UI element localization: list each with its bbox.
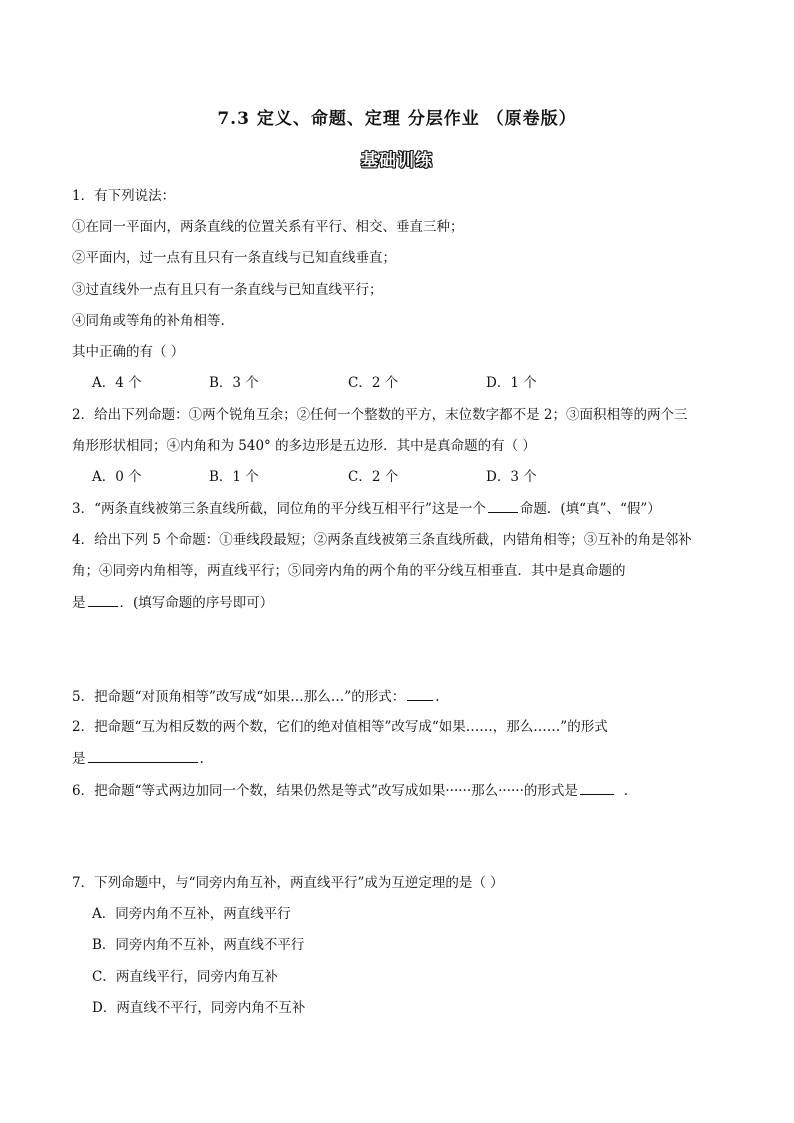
q5b-line-1: 2．把命题“互为相反数的两个数，它们的绝对值相等”改写成“如果……，那么……”的形式	[72, 719, 608, 735]
q6-answer-blank[interactable]	[580, 780, 614, 795]
q5b-text-before: 是	[72, 751, 86, 767]
q3-text-before: 3．“两条直线被第三条直线所截，同位角的平分线互相平行”这是一个	[72, 501, 486, 517]
q7-option-d: D．两直线不平行，同旁内角不互补	[92, 1000, 306, 1016]
q1-stem: 1．有下列说法：	[72, 188, 176, 204]
page-title: 7.3 定义、命题、定理 分层作业 （原卷版）	[217, 109, 577, 129]
q7-option-c: C．两直线平行，同旁内角互补	[92, 969, 278, 985]
q5-answer-blank[interactable]	[407, 686, 433, 701]
q7-option-b: B．同旁内角不互补，两直线不平行	[92, 937, 305, 953]
q6-line	[72, 780, 732, 801]
q4-line-2: 角；④同旁内角相等，两直线平行；⑤同旁内角的两个角的平分线互相垂直．其中是真命题的	[72, 563, 626, 579]
q5-text-before: 5．把命题“对顶角相等”改写成“如果…那么…”的形式：	[72, 689, 406, 705]
q1-option-c: C．2 个	[348, 375, 399, 391]
q5b-line-2	[72, 748, 732, 769]
q2-line-1: 2．给出下列命题：①两个锐角互余；②任何一个整数的平方，末位数字都不是 2；③面积相等的两个三	[72, 407, 688, 423]
q2-line-2: 角形形状相同；④内角和为 540° 的多边形是五边形．其中是真命题的有（ ）	[72, 438, 536, 454]
q5b-text-after: .	[199, 751, 204, 767]
q4-line-1: 4．给出下列 5 个命题：①垂线段最短；②两条直线被第三条直线所截，内错角相等；③互补的角是邻补	[72, 532, 692, 548]
q5b-answer-blank[interactable]	[88, 748, 198, 763]
q4-line-3	[72, 592, 732, 613]
q5-line	[72, 686, 732, 707]
q3-line	[72, 498, 732, 519]
q1-question: 其中正确的有（ ）	[72, 344, 185, 360]
q2-option-a: A．0 个	[92, 469, 142, 485]
q4-answer-blank[interactable]	[88, 592, 118, 607]
q4-text-before: 是	[72, 595, 86, 611]
q6-text-after: ．	[623, 783, 638, 799]
q1-option-a: A．4 个	[92, 375, 142, 391]
q1-statement-1: ①在同一平面内，两条直线的位置关系有平行、相交、垂直三种；	[72, 219, 464, 235]
q7-stem: 7．下列命题中，与“同旁内角互补，两直线平行”成为互逆定理的是（ ）	[72, 875, 504, 891]
q2-option-d: D．3 个	[486, 469, 537, 485]
q6-text-before: 6．把命题“等式两边加同一个数，结果仍然是等式”改写成如果······那么······的形式是	[72, 783, 578, 799]
q2-option-c: C．2 个	[348, 469, 399, 485]
q1-option-b: B．3 个	[209, 375, 259, 391]
section-heading: 基础训练	[361, 151, 433, 171]
q2-option-b: B．1 个	[209, 469, 259, 485]
q1-statement-4: ④同角或等角的补角相等.	[72, 313, 225, 329]
q7-option-a: A．同旁内角不互补，两直线平行	[92, 906, 291, 922]
q3-text-after: 命题．(填“真”、“假”）	[519, 501, 661, 517]
q3-answer-blank[interactable]	[488, 498, 518, 513]
q5-text-after: .	[435, 689, 440, 705]
q4-text-after: ．(填写命题的序号即可）	[119, 595, 274, 611]
q1-statement-3: ③过直线外一点有且只有一条直线与已知直线平行；	[72, 282, 383, 298]
q1-statement-2: ②平面内，过一点有且只有一条直线与已知直线垂直；	[72, 250, 396, 266]
q1-option-d: D．1 个	[486, 375, 537, 391]
